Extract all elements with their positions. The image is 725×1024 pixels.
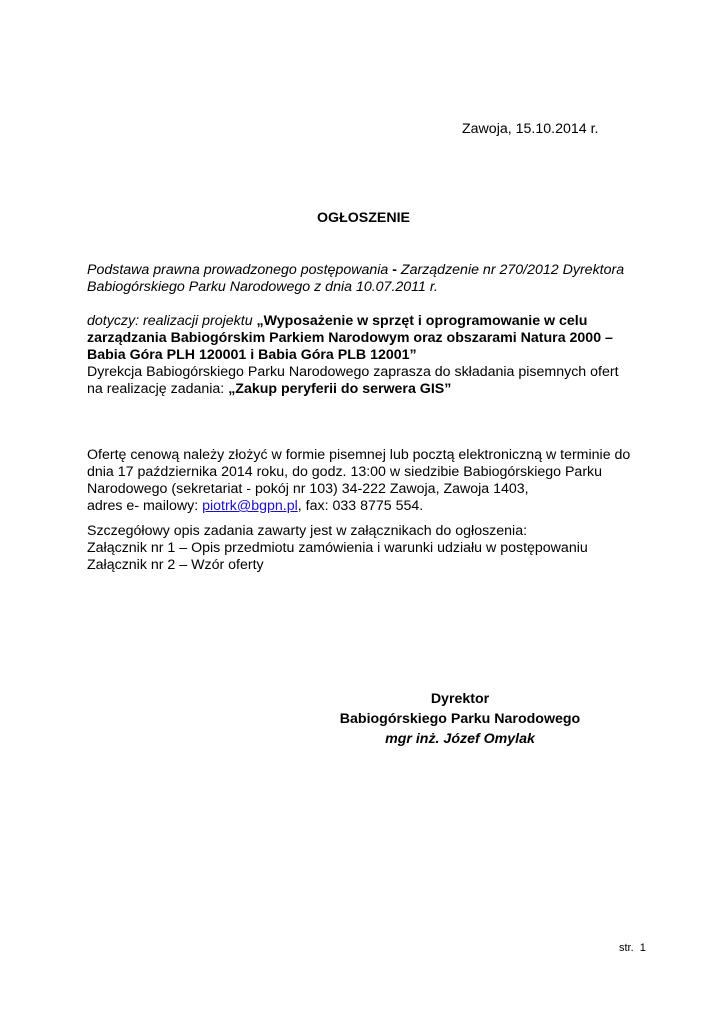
project-section [87,313,619,398]
attachment-item: Załącznik nr 2 – Wzór oferty [87,557,264,573]
signature-role: Dyrektor [430,691,490,707]
attachment-item: Załącznik nr 1 – Opis przedmiotu zamówienia i warunki udziału w postępowaniu [87,540,588,556]
page-number: str. 1 [619,942,646,954]
legal-basis-label: Podstawa prawna prowadzonego postępowania [87,262,389,278]
legal-basis-line1: Zarządzenie nr 270/2012 Dyrektora [400,262,625,278]
attachments-intro: Szczegółowy opis zadania zawarty jest w załącznikach do ogłoszenia: [87,523,528,539]
offer-line2: dnia 17 października 2014 roku, do godz. 13:00 w siedzibie Babiogórskiego Parku [87,464,603,480]
offer-line3: Narodowego (sekretariat - pokój nr 103) 34-222 Zawoja, Zawoja 1403, [87,481,529,497]
legal-basis [87,262,624,296]
project-intro: dotyczy: realizacji projektu [87,313,257,329]
legal-basis-dash: - [388,262,401,278]
signature-block [330,689,590,749]
signature-name: mgr inż. Józef Omylak [385,731,535,747]
offer-line1: Ofertę cenową należy złożyć w formie pisemnej lub pocztą elektroniczną w terminie do [87,447,631,463]
project-title-line1: „Wyposażenie w sprzęt i oprogramowanie w celu [256,313,588,329]
email-link[interactable]: piotrk@bgpn.pl [202,498,298,514]
signature-institution: Babiogórskiego Parku Narodowego [339,711,581,727]
page-title: OGŁOSZENIE [317,210,411,226]
email-suffix: , fax: 033 8775 554. [297,498,424,514]
email-prefix: adres e- mailowy: [87,498,203,514]
project-title-line2: zarządzania Babiogórskim Parkiem Narodowym oraz obszarami Natura 2000 – [87,330,613,346]
offer-section [87,447,630,515]
invite-line1: Dyrekcja Babiogórskiego Parku Narodowego zaprasza do składania pisemnych ofert [87,364,619,380]
task-name: „Zakup peryferii do serwera GIS” [228,381,452,397]
invite-line2-prefix: na realizację zadania: [87,381,229,397]
date-line: Zawoja, 15.10.2014 r. [462,121,599,137]
project-title-line3: Babia Góra PLH 120001 i Babia Góra PLB 12001” [87,347,417,363]
attachments-section [87,523,588,574]
legal-basis-line2: Babiogórskiego Parku Narodowego z dnia 10.07.2011 r. [87,279,438,295]
